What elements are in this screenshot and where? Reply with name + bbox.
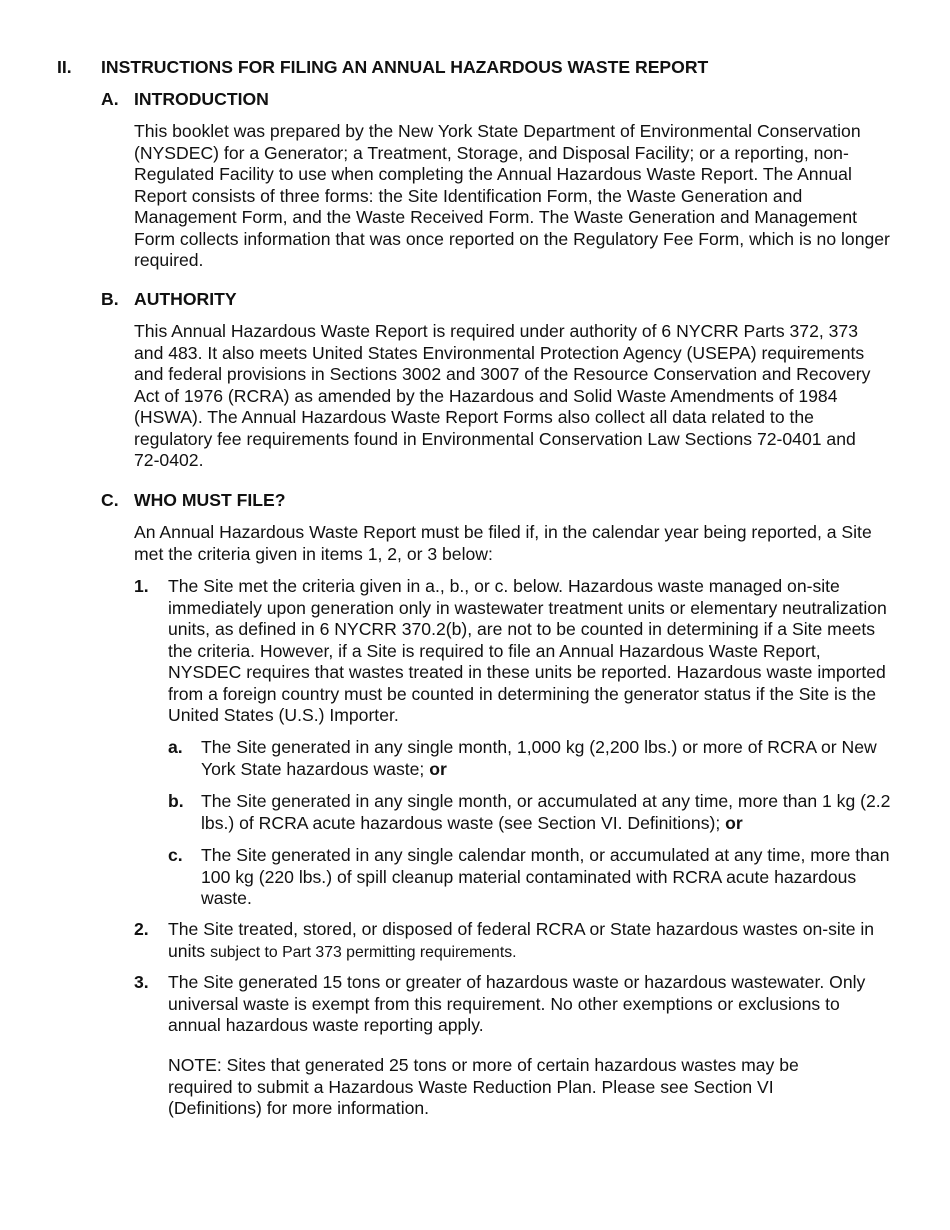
section-title: INSTRUCTIONS FOR FILING AN ANNUAL HAZARDOUS WASTE REPORT	[101, 57, 709, 77]
introduction-heading: INTRODUCTION	[134, 89, 269, 109]
item-1c-letter: c.	[168, 845, 183, 865]
introduction-letter: A.	[101, 89, 119, 109]
item-1a-letter: a.	[168, 737, 183, 757]
item-1b-paragraph	[201, 791, 901, 834]
item-1a-paragraph	[201, 737, 891, 780]
introduction-body: This booklet was prepared by the New York State Department of Environmental Conservation (NYSDEC) for a Generator; a Treatment, Storage, and Disposal Facility; or a reporting, non-Regulated Facility to use when completing the Annual Hazardous Waste Report. The Annual Report consists of three forms: the Site Identification Form, the Waste Generation and Management Form, and the Waste Received Form. The Waste Generation and Management Form collects information that was once reported on the Regulatory Fee Form, which is no longer required.	[134, 121, 890, 270]
item-2-text-small: subject to Part 373 permitting requirements.	[210, 943, 517, 961]
item-1-number: 1.	[134, 576, 149, 596]
item-1b-text: The Site generated in any single month, or accumulated at any time, more than 1 kg (2.2 lbs.) of RCRA acute hazardous waste (see Section VI. Definitions);	[201, 791, 891, 833]
item-3-note: NOTE: Sites that generated 25 tons or more of certain hazardous wastes may be required to submit a Hazardous Waste Reduction Plan. Please see Section VI (Definitions) for more information.	[168, 1055, 799, 1118]
who-must-file-letter: C.	[101, 490, 119, 510]
who-must-file-intro: An Annual Hazardous Waste Report must be filed if, in the calendar year being reported, a Site met the criteria given in items 1, 2, or 3 below:	[134, 522, 872, 564]
item-2-text: The Site treated, stored, or disposed of federal RCRA or State hazardous wastes on-site in units	[168, 919, 875, 961]
authority-heading: AUTHORITY	[134, 289, 237, 309]
item-1a-conjunction: or	[429, 758, 447, 779]
item-1a-text: The Site generated in any single month, 1,000 kg (2,200 lbs.) or more of RCRA or New York State hazardous waste;	[201, 737, 877, 779]
authority-letter: B.	[101, 289, 119, 309]
authority-body: This Annual Hazardous Waste Report is required under authority of 6 NYCRR Parts 372, 373 and 483. It also meets United States Environmental Protection Agency (USEPA) requirements and federal provisions in Sections 3002 and 3007 of the Resource Conservation and Recovery Act of 1976 (RCRA) as amended by the Hazardous and Solid Waste Amendments of 1984 (HSWA). The Annual Hazardous Waste Report Forms also collect all data related to the regulatory fee requirements found in Environmental Conservation Law Sections 72-0401 and 72-0402.	[134, 321, 871, 470]
item-1b-letter: b.	[168, 791, 184, 811]
item-2-number: 2.	[134, 919, 149, 939]
item-3-text: The Site generated 15 tons or greater of hazardous waste or hazardous wastewater. Only universal waste is exempt from this requirement. No other exemptions or exclusions to annual hazardous waste reporting apply.	[168, 972, 866, 1035]
item-1b-conjunction: or	[725, 812, 743, 833]
item-3-number: 3.	[134, 972, 149, 992]
section-number: II.	[57, 57, 72, 77]
item-2-paragraph	[168, 919, 880, 963]
item-1c-text: The Site generated in any single calendar month, or accumulated at any time, more than 100 kg (220 lbs.) of spill cleanup material contaminated with RCRA acute hazardous waste.	[201, 845, 890, 908]
who-must-file-heading: WHO MUST FILE?	[134, 490, 286, 510]
item-1-text: The Site met the criteria given in a., b., or c. below. Hazardous waste managed on-site immediately upon generation only in wastewater treatment units or elementary neutralization units, as defined in 6 NYCRR 370.2(b), are not to be counted in determining if a Site meets the criteria. However, if a Site is required to file an Annual Hazardous Waste Report, NYSDEC requires that wastes treated in these units be reported. Hazardous waste imported from a foreign country must be counted in determining the generator status if the Site is the United States (U.S.) Importer.	[168, 576, 887, 725]
